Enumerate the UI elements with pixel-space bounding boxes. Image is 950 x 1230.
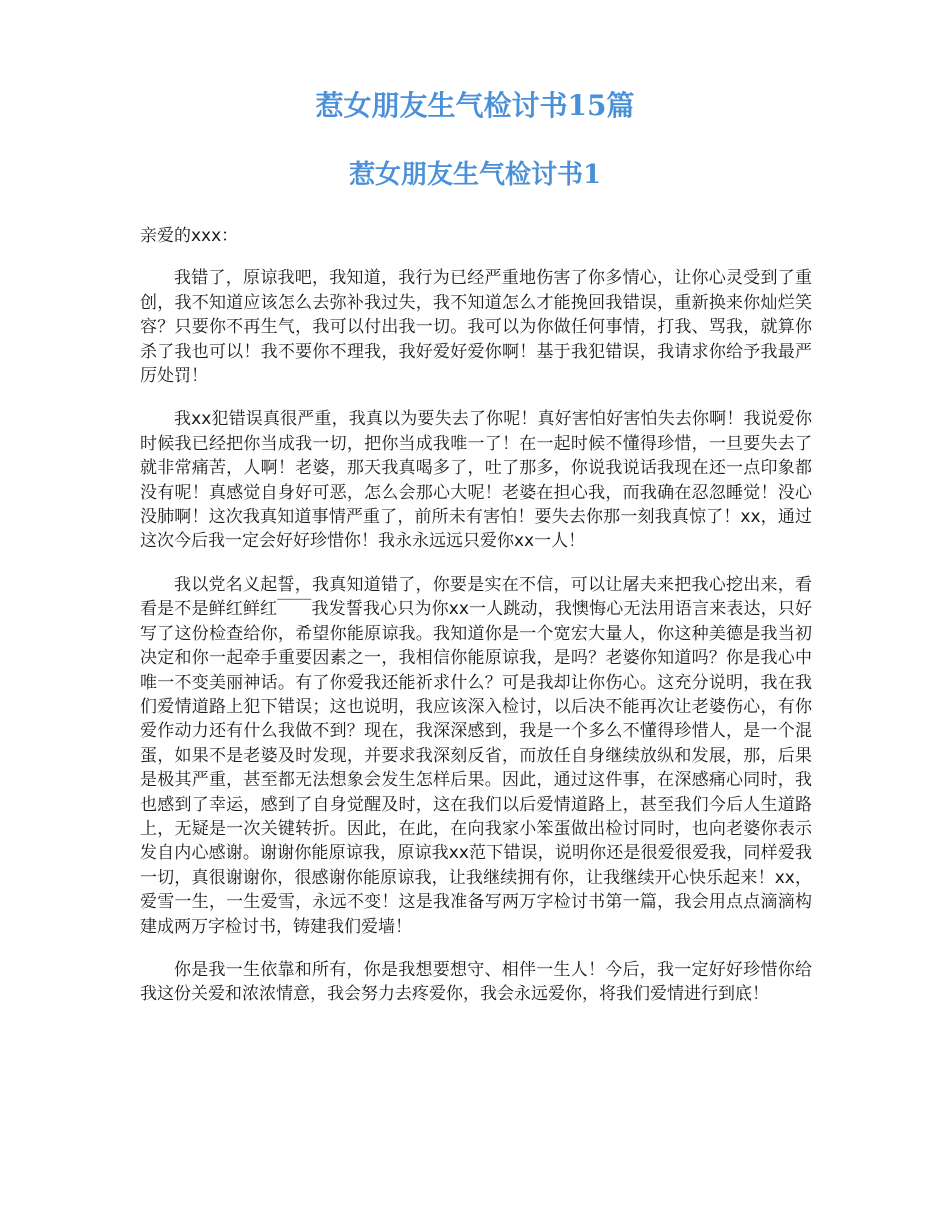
document-title: 惹女朋友生气检讨书15篇 bbox=[315, 89, 635, 122]
section-title: 惹女朋友生气检讨书1 bbox=[348, 160, 602, 190]
paragraph-3: 我以党名义起誓，我真知道错了，你要是实在不信，可以让屠夫来把我心挖出来，看看是不是鲜红鲜红￣￣我发誓我心只为你xx一人跳动，我懊悔心无法用语言来表达，只好写了这份检查给你，希望你能原谅我。我知道你是一个宽宏大量人，你这种美德是我当初决定和你一起牵手重要因素之一，我相信你能原谅我，是吗？老婆你知道吗？你是我心中唯一不变美丽神话。有了你爱我还能祈求什么？可是我却让你伤心。这充分说明，我在我们爱情道路上犯下错误；这也说明，我应该深入检讨，以后决不能再次让老婆伤心，有你爱作动力还有什么我做不到？现在，我深深感到，我是一个多么不懂得珍惜人，是一个混蛋，如果不是老婆及时发现，并要求我深刻反省，而放任自身继续放纵和发展，那，后果是极其严重，甚至都无法想象会发生怎样后果。因此，通过这件事，在深感痛心同时，我也感到了幸运，感到了自身觉醒及时，这在我们以后爱情道路上，甚至我们今后人生道路上，无疑是一次关键转折。因此，在此，在向我家小笨蛋做出检讨同时，也向老婆你表示发自内心感谢。谢谢你能原谅我，原谅我xx范下错误，说明你还是很爱很爱我，同样爱我一切，真很谢谢你，很感谢你能原谅我，让我继续拥有你，让我继续开心快乐起来！xx，爱雪一生，一生爱雪，永远不变！这是我准备写两万字检讨书第一篇，我会用点点滴滴构建成两万字检讨书，铸建我们爱墙！ bbox=[140, 574, 812, 937]
paragraph-2: 我xx犯错误真很严重，我真以为要失去了你呢！真好害怕好害怕失去你啊！我说爱你时候我已经把你当成我一切，把你当成我唯一了！在一起时候不懂得珍惜，一旦要失去了就非常痛苦，人啊！老婆，那天我真喝多了，吐了那多，你说我说话我现在还一点印象都没有呢！真感觉自身好可恶，怎么会那心大呢！老婆在担心我，而我确在忍忽睡觉！没心没肺啊！这次我真知道事情严重了，前所未有害怕！要失去你那一刻我真惊了！xx，通过这次今后我一定会好好珍惜你！我永永远远只爱你xx一人！ bbox=[140, 409, 812, 552]
letter-body bbox=[140, 224, 812, 1026]
salutation: 亲爱的xxx： bbox=[140, 226, 239, 246]
paragraph-4: 你是我一生依靠和所有，你是我想要想守、相伴一生人！今后，我一定好好珍惜你给我这份关爱和浓浓情意，我会努力去疼爱你，我会永远爱你，将我们爱情进行到底！ bbox=[140, 959, 812, 1005]
paragraph-1: 我错了，原谅我吧，我知道，我行为已经严重地伤害了你多情心，让你心灵受到了重创，我不知道应该怎么去弥补我过失，我不知道怎么才能挽回我错误，重新换来你灿烂笑容？只要你不再生气，我可以付出我一切。我可以为你做任何事情，打我、骂我，就算你杀了我也可以！我不要你不理我，我好爱好爱你啊！基于我犯错误，我请求你给予我最严厉处罚！ bbox=[140, 268, 812, 387]
